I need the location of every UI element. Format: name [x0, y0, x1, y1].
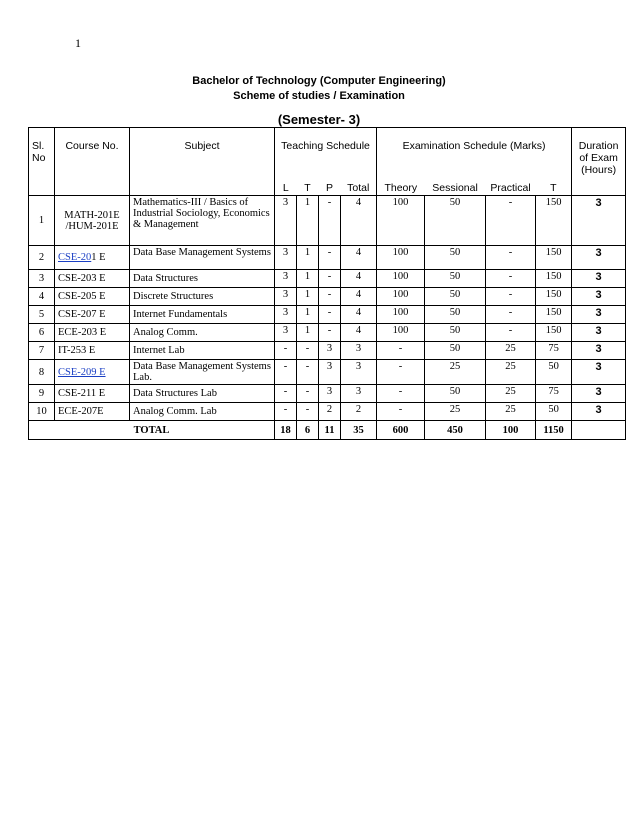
l-cell: -	[275, 342, 297, 360]
exam-t-cell: 150	[536, 288, 572, 306]
subject-cell: Internet Lab	[130, 342, 275, 360]
table-row	[29, 270, 626, 288]
t-cell: 1	[297, 306, 319, 324]
total-header: Total	[341, 179, 377, 196]
duration-cell: 3	[572, 342, 626, 360]
theory-cell: 100	[377, 196, 425, 246]
sessional-cell: 50	[425, 196, 486, 246]
table-row	[29, 306, 626, 324]
exam-t-cell: 150	[536, 270, 572, 288]
course-cell	[55, 246, 130, 270]
total-p: 11	[319, 421, 341, 440]
practical-cell: -	[486, 196, 536, 246]
p-cell: -	[319, 288, 341, 306]
l-cell: 3	[275, 306, 297, 324]
sl-cell: 6	[29, 324, 55, 342]
page-number: 1	[75, 36, 81, 50]
p-cell: -	[319, 306, 341, 324]
duration-header: Duration of Exam (Hours)	[572, 128, 626, 196]
p-cell: -	[319, 246, 341, 270]
table-row	[29, 246, 626, 270]
scheme-table	[28, 127, 626, 440]
t-cell: 1	[297, 270, 319, 288]
table-row	[29, 385, 626, 403]
teaching-schedule-header: Teaching Schedule	[275, 128, 377, 180]
course-cell: IT-253 E	[55, 342, 130, 360]
exam-t-header: T	[536, 179, 572, 196]
subject-cell: Internet Fundamentals	[130, 306, 275, 324]
duration-cell: 3	[572, 324, 626, 342]
table-row	[29, 342, 626, 360]
p-cell: 3	[319, 385, 341, 403]
course-cell: CSE-207 E	[55, 306, 130, 324]
theory-cell: 100	[377, 246, 425, 270]
sl-cell: 4	[29, 288, 55, 306]
theory-cell: -	[377, 360, 425, 385]
duration-cell: 3	[572, 360, 626, 385]
scheme-subtitle: Scheme of studies / Examination	[233, 90, 405, 102]
theory-cell: -	[377, 342, 425, 360]
table-row	[29, 196, 626, 246]
subject-cell: Data Structures Lab	[130, 385, 275, 403]
total-cell: 4	[341, 270, 377, 288]
exam-t-cell: 150	[536, 196, 572, 246]
theory-cell: 100	[377, 306, 425, 324]
l-cell: 3	[275, 288, 297, 306]
course-cell: CSE-211 E	[55, 385, 130, 403]
program-title: Bachelor of Technology (Computer Engineering)	[192, 75, 446, 87]
total-cell: 4	[341, 196, 377, 246]
subject-cell: Data Base Management Systems	[130, 246, 275, 270]
t-cell: -	[297, 360, 319, 385]
theory-cell: 100	[377, 270, 425, 288]
p-header: P	[319, 179, 341, 196]
exam-t-cell: 150	[536, 246, 572, 270]
total-cell: 3	[341, 360, 377, 385]
p-cell: 3	[319, 360, 341, 385]
l-cell: 3	[275, 324, 297, 342]
sl-cell: 3	[29, 270, 55, 288]
course-cell: ECE-207E	[55, 403, 130, 421]
total-cell: 4	[341, 288, 377, 306]
sessional-header: Sessional	[425, 179, 486, 196]
total-cell: 4	[341, 306, 377, 324]
total-t: 6	[297, 421, 319, 440]
total-exam-t: 1150	[536, 421, 572, 440]
t-cell: -	[297, 342, 319, 360]
t-header: T	[297, 179, 319, 196]
practical-cell: 25	[486, 385, 536, 403]
p-cell: -	[319, 196, 341, 246]
p-cell: -	[319, 270, 341, 288]
sl-cell: 2	[29, 246, 55, 270]
duration-cell: 3	[572, 306, 626, 324]
theory-cell: -	[377, 403, 425, 421]
sessional-cell: 50	[425, 288, 486, 306]
total-cell: 2	[341, 403, 377, 421]
l-cell: -	[275, 360, 297, 385]
exam-t-cell: 150	[536, 306, 572, 324]
duration-cell: 3	[572, 288, 626, 306]
sessional-cell: 50	[425, 306, 486, 324]
duration-cell: 3	[572, 246, 626, 270]
t-cell: 1	[297, 288, 319, 306]
total-sessional: 450	[425, 421, 486, 440]
subject-cell: Mathematics-III / Basics of Industrial Sociology, Economics & Management	[130, 196, 275, 246]
sessional-cell: 25	[425, 360, 486, 385]
subject-header: Subject	[130, 128, 275, 196]
l-header: L	[275, 179, 297, 196]
exam-schedule-header: Examination Schedule (Marks)	[377, 128, 572, 180]
subject-cell: Analog Comm.	[130, 324, 275, 342]
t-cell: 1	[297, 324, 319, 342]
exam-t-cell: 50	[536, 403, 572, 421]
theory-cell: 100	[377, 288, 425, 306]
sessional-cell: 50	[425, 324, 486, 342]
course-cell: CSE-203 E	[55, 270, 130, 288]
header-row-1	[29, 128, 626, 180]
total-duration	[572, 421, 626, 440]
total-total: 35	[341, 421, 377, 440]
sl-cell: 10	[29, 403, 55, 421]
sl-cell: 5	[29, 306, 55, 324]
exam-t-cell: 75	[536, 385, 572, 403]
table-row	[29, 403, 626, 421]
course-cell: ECE-203 E	[55, 324, 130, 342]
practical-cell: 25	[486, 360, 536, 385]
course-link[interactable]: CSE-209 E	[58, 366, 106, 378]
total-cell: 3	[341, 385, 377, 403]
theory-header: Theory	[377, 179, 425, 196]
total-cell: 3	[341, 342, 377, 360]
semester-heading: (Semester- 3)	[277, 112, 361, 127]
theory-cell: -	[377, 385, 425, 403]
course-link[interactable]: CSE-20	[58, 252, 92, 263]
practical-cell: -	[486, 288, 536, 306]
t-cell: -	[297, 385, 319, 403]
duration-cell: 3	[572, 196, 626, 246]
practical-header: Practical	[486, 179, 536, 196]
sessional-cell: 25	[425, 403, 486, 421]
subject-cell: Data Base Management Systems Lab.	[130, 360, 275, 385]
l-cell: 3	[275, 196, 297, 246]
t-cell: 1	[297, 196, 319, 246]
l-cell: -	[275, 385, 297, 403]
total-label: TOTAL	[29, 421, 275, 440]
sl-cell: 1	[29, 196, 55, 246]
total-row	[29, 421, 626, 440]
course-header: Course No.	[55, 128, 130, 196]
practical-cell: -	[486, 270, 536, 288]
t-cell: 1	[297, 246, 319, 270]
p-cell: 2	[319, 403, 341, 421]
sessional-cell: 50	[425, 342, 486, 360]
sl-cell: 9	[29, 385, 55, 403]
l-cell: 3	[275, 270, 297, 288]
practical-cell: 25	[486, 403, 536, 421]
sl-header: Sl. No	[29, 128, 55, 196]
duration-cell: 3	[572, 403, 626, 421]
total-practical: 100	[486, 421, 536, 440]
duration-cell: 3	[572, 385, 626, 403]
exam-t-cell: 150	[536, 324, 572, 342]
course-suffix: 1 E	[91, 252, 106, 263]
theory-cell: 100	[377, 324, 425, 342]
t-cell: -	[297, 403, 319, 421]
sessional-cell: 50	[425, 246, 486, 270]
l-cell: 3	[275, 246, 297, 270]
table-row	[29, 288, 626, 306]
sl-cell: 7	[29, 342, 55, 360]
total-cell: 4	[341, 324, 377, 342]
table-row	[29, 324, 626, 342]
p-cell: -	[319, 324, 341, 342]
total-theory: 600	[377, 421, 425, 440]
total-cell: 4	[341, 246, 377, 270]
course-cell: MATH-201E /HUM-201E	[55, 196, 130, 246]
duration-cell: 3	[572, 270, 626, 288]
table-row	[29, 360, 626, 385]
practical-cell: 25	[486, 342, 536, 360]
exam-t-cell: 50	[536, 360, 572, 385]
course-cell: CSE-205 E	[55, 288, 130, 306]
sl-cell: 8	[29, 360, 55, 385]
subject-cell: Analog Comm. Lab	[130, 403, 275, 421]
subject-cell: Data Structures	[130, 270, 275, 288]
practical-cell: -	[486, 246, 536, 270]
practical-cell: -	[486, 324, 536, 342]
p-cell: 3	[319, 342, 341, 360]
practical-cell: -	[486, 306, 536, 324]
course-cell	[55, 360, 130, 385]
total-l: 18	[275, 421, 297, 440]
sessional-cell: 50	[425, 270, 486, 288]
exam-t-cell: 75	[536, 342, 572, 360]
sessional-cell: 50	[425, 385, 486, 403]
subject-cell: Discrete Structures	[130, 288, 275, 306]
l-cell: -	[275, 403, 297, 421]
